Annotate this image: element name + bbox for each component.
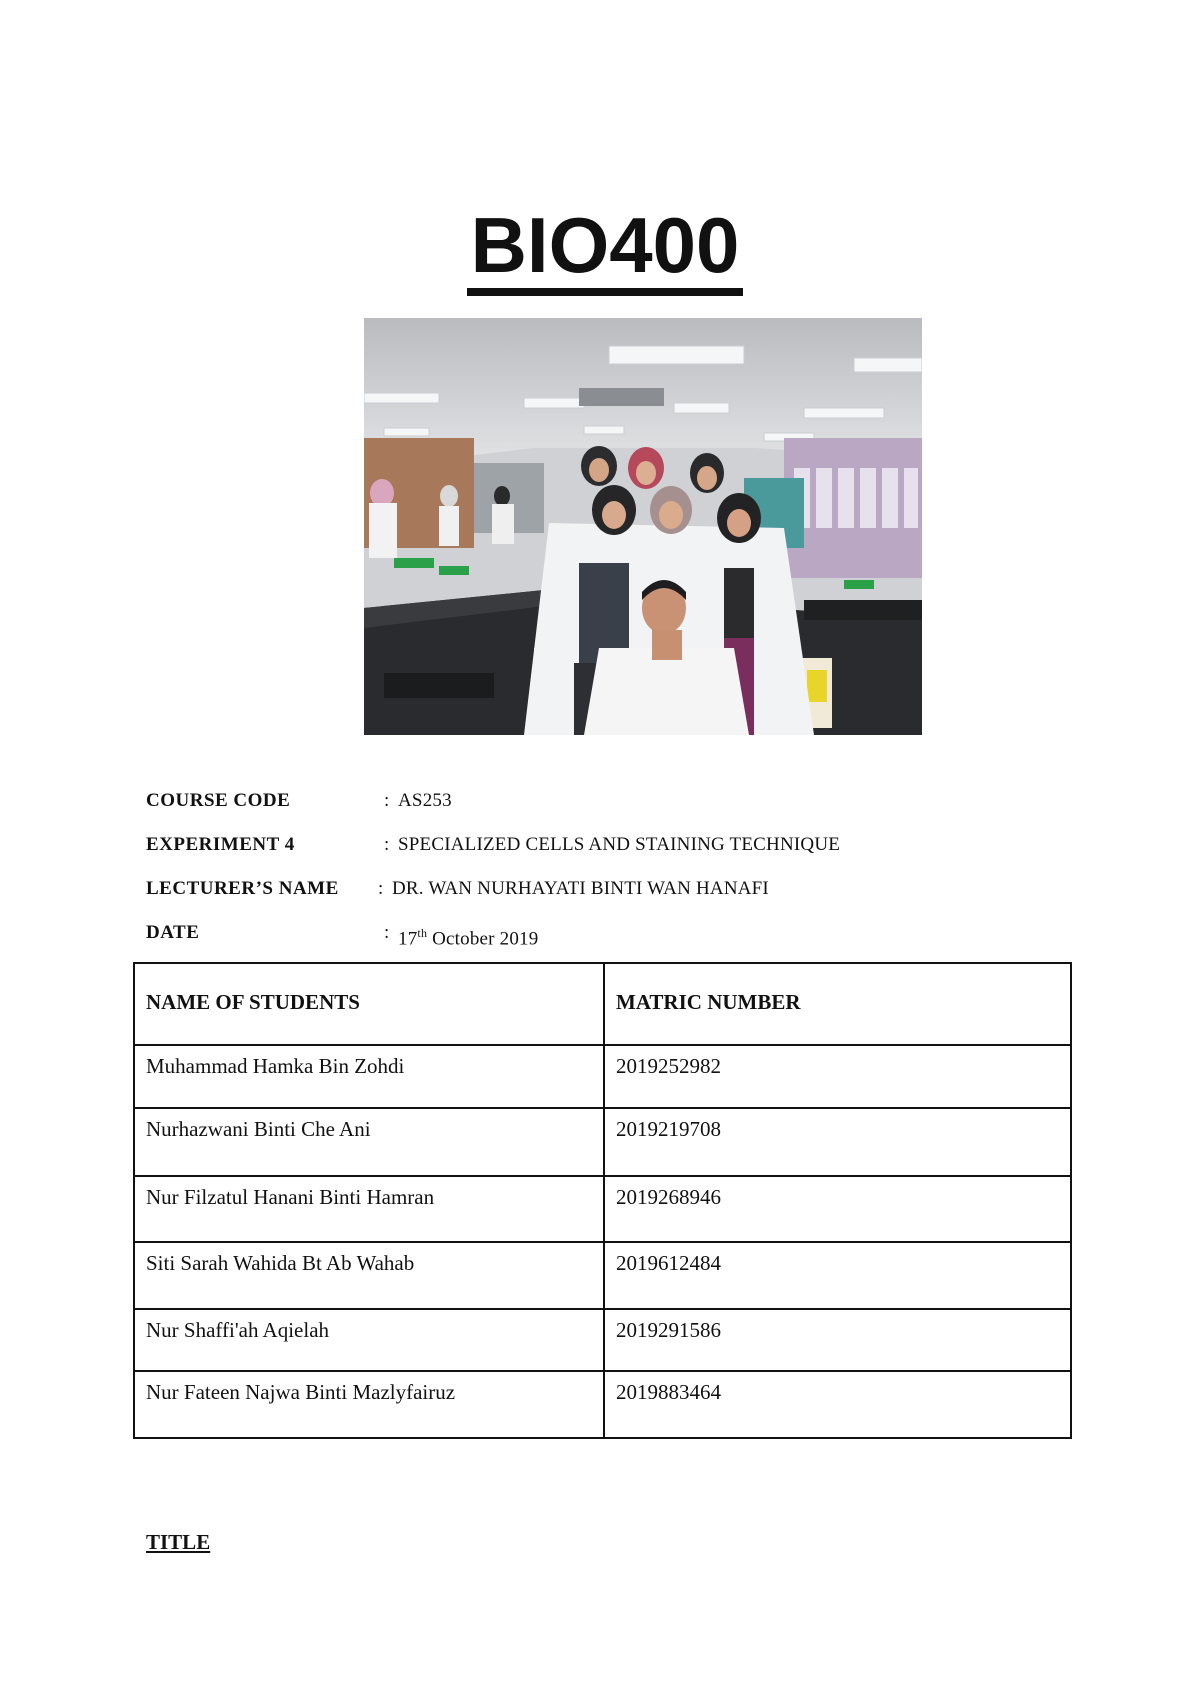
group-photo (364, 318, 922, 735)
separator: : (384, 834, 390, 855)
date-row (146, 920, 1046, 964)
group-photo-lab-icon (364, 318, 922, 735)
name-column-header: NAME OF STUDENTS (134, 963, 604, 1045)
date-suffix: th (417, 926, 428, 940)
experiment-row (146, 832, 1046, 876)
date-rest: October 2019 (432, 928, 539, 950)
matric-number: 2019612484 (604, 1242, 1071, 1309)
date-day: 17 (398, 928, 418, 950)
table-header-row (134, 963, 1071, 1045)
lecturer-row (146, 876, 1046, 920)
student-name: Nur Fateen Najwa Binti Mazlyfairuz (134, 1371, 604, 1438)
matric-column-header: MATRIC NUMBER (604, 963, 1071, 1045)
document-title: BIO400 (0, 200, 1200, 296)
course-code-value: AS253 (398, 790, 452, 811)
separator: : (378, 878, 384, 899)
matric-number: 2019252982 (604, 1045, 1071, 1108)
student-name: Nur Shaffi'ah Aqielah (134, 1309, 604, 1371)
table-row (134, 1108, 1071, 1176)
separator: : (384, 790, 390, 811)
table-row (134, 1371, 1071, 1438)
matric-number: 2019219708 (604, 1108, 1071, 1176)
date-label: DATE (146, 922, 200, 943)
table-row (134, 1242, 1071, 1309)
section-title: TITLE (146, 1530, 211, 1554)
student-name: Nurhazwani Binti Che Ani (134, 1108, 604, 1176)
report-details (146, 788, 1046, 964)
matric-number: 2019883464 (604, 1371, 1071, 1438)
table-row (134, 1309, 1071, 1371)
experiment-label: EXPERIMENT 4 (146, 834, 295, 855)
course-code-label: COURSE CODE (146, 790, 291, 811)
course-code-row (146, 788, 1046, 832)
matric-number: 2019268946 (604, 1176, 1071, 1242)
student-name: Nur Filzatul Hanani Binti Hamran (134, 1176, 604, 1242)
separator: : (384, 922, 390, 943)
students-table (133, 962, 1072, 1439)
table-row (134, 1176, 1071, 1242)
lecturer-label: LECTURER’S NAME (146, 878, 339, 899)
lecturer-value: DR. WAN NURHAYATI BINTI WAN HANAFI (392, 878, 769, 899)
student-name: Muhammad Hamka Bin Zohdi (134, 1045, 604, 1108)
table-row (134, 1045, 1071, 1108)
date-value (398, 920, 538, 952)
experiment-value: SPECIALIZED CELLS AND STAINING TECHNIQUE (398, 834, 841, 855)
student-name: Siti Sarah Wahida Bt Ab Wahab (134, 1242, 604, 1309)
matric-number: 2019291586 (604, 1309, 1071, 1371)
